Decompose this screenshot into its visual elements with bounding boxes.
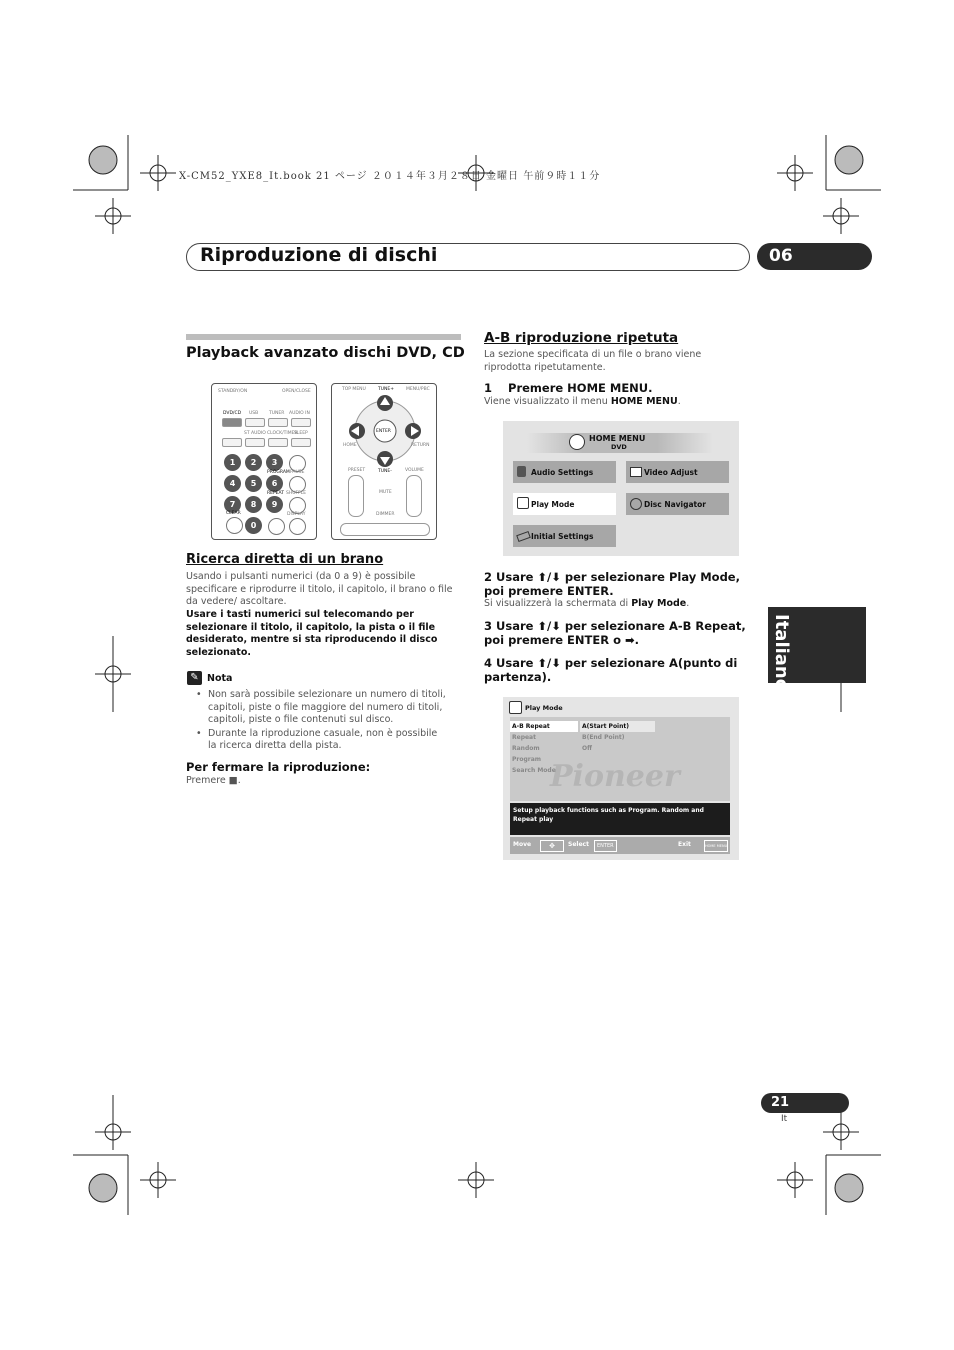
menu-item-video-adjust[interactable] — [626, 461, 729, 483]
remote-label: VOLUME — [405, 468, 424, 473]
number-key: 4 — [224, 475, 241, 492]
chapter-title: Riproduzione di dischi — [200, 244, 438, 266]
remote-label: SHUFFLE — [286, 491, 307, 496]
remote-label: AUDIO IN — [289, 411, 310, 416]
usb-button — [245, 418, 265, 427]
remote-label: PROGRAM — [267, 470, 290, 475]
section-title-right: A-B riproduzione ripetuta — [484, 330, 679, 346]
note-text: Non sarà possibile selezionare un numero di titoli, capitoli, piste o file maggiore del numero di titoli, capitoli, piste o file contenuti sul disco. — [208, 689, 446, 725]
move-icon: ✥ — [540, 840, 564, 852]
remote-label: REPEAT — [267, 491, 285, 496]
remote-label: PRESET — [348, 468, 366, 473]
disc-icon — [569, 434, 585, 450]
remote-button — [268, 438, 288, 447]
step-3: 3 Usare ⬆/⬇ per selezionare A-B Repeat, poi premere ENTER o ➡. — [484, 619, 746, 647]
menu-item-initial-settings[interactable] — [513, 525, 616, 547]
remote-label: OPEN/CLOSE — [282, 389, 311, 394]
clear-button — [226, 517, 243, 534]
remote-button — [291, 438, 311, 447]
language-tab-label: Italiano — [771, 614, 792, 692]
play-mode-panel — [510, 717, 730, 801]
menu-item-audio-settings[interactable] — [513, 461, 616, 483]
home-menu-title: HOME MENU — [589, 434, 646, 443]
home-menu-screen — [503, 421, 739, 556]
subsection-title: Ricerca diretta di un brano — [186, 552, 384, 567]
note-label: Nota — [207, 673, 233, 684]
remote-right-illustration — [331, 383, 437, 540]
play-mode-icon — [517, 497, 529, 509]
number-key: 2 — [245, 454, 262, 471]
step-1: 1 Premere HOME MENU. — [484, 381, 653, 395]
remote-label: SLEEP — [294, 431, 308, 436]
remote-label: HOME — [343, 443, 357, 448]
note-prefix: Si visualizzerà la schermata di — [484, 598, 632, 609]
remote-left-illustration — [211, 383, 317, 540]
number-key: 6 — [266, 475, 283, 492]
remote-button — [245, 438, 265, 447]
number-key: 3 — [266, 454, 283, 471]
remote-label: DVD/CD — [223, 411, 242, 416]
footer-exit: Exit — [678, 841, 691, 848]
section-title-left: Playback avanzato dischi DVD, CD — [186, 345, 465, 361]
remote-label: CLOCK/TIMER — [267, 431, 298, 436]
chapter-number: 06 — [769, 246, 793, 266]
remote-label: RETURN — [411, 443, 430, 448]
remote-label: TOP MENU — [342, 387, 366, 392]
section-rule — [186, 334, 461, 340]
step-2: 2 Usare ⬆/⬇ per selezionare Play Mode, poi premere ENTER. — [484, 570, 740, 598]
audio-in-button — [291, 418, 311, 427]
note-item: • Non sarà possibile selezionare un numero di titoli, capitoli, piste o file maggiore del numero di titoli, capitoli, piste o file contenuti sul disco. • Durante la riproduzione casuale, non è possibile la ricerca diretta della pista. — [196, 689, 446, 751]
instruction-line: desiderato, mentre si sta riproducendo il disco — [186, 634, 438, 645]
menu-item-label: Play Mode — [531, 500, 575, 509]
menu-item-label: Disc Navigator — [644, 500, 706, 509]
note-bold: Play Mode — [631, 598, 687, 609]
page-lang: It — [781, 1114, 788, 1124]
menu-option-program[interactable]: Program — [512, 756, 542, 763]
menu-item-label: Video Adjust — [644, 468, 698, 477]
page-number: 21 — [771, 1095, 790, 1110]
menu-option-ab-repeat[interactable]: A-B Repeat — [512, 723, 550, 730]
remote-button — [222, 438, 242, 447]
footer-select: Select — [568, 841, 589, 848]
remote-label: DIMMER — [376, 512, 395, 517]
enter-key-icon: ENTER — [594, 840, 617, 852]
play-mode-icon — [509, 701, 522, 714]
page-number-badge — [761, 1093, 849, 1113]
help-text: Setup playback functions such as Program. Random and Repeat play — [513, 807, 704, 823]
step-4: 4 Usare ⬆/⬇ per selezionare A(punto di partenza). — [484, 656, 738, 684]
option-off[interactable]: Off — [582, 745, 592, 752]
menu-option-repeat[interactable]: Repeat — [512, 734, 536, 741]
remote-label: TUNE+ — [378, 387, 395, 392]
play-mode-screen — [503, 697, 739, 860]
remote-label: TUNE- — [378, 469, 392, 474]
menu-item-play-mode[interactable] — [513, 493, 616, 515]
note-suffix: . — [677, 396, 681, 407]
menu-option-random[interactable]: Random — [512, 745, 540, 752]
number-key: 0 — [245, 517, 262, 534]
remote-label: DISPLAY — [287, 512, 306, 517]
number-key: 8 — [245, 496, 262, 513]
option-b-end-point[interactable]: B(End Point) — [582, 734, 625, 741]
remote-label: CLEAR — [226, 511, 241, 516]
step-2-note — [484, 598, 689, 611]
note-icon: ✎ — [187, 671, 202, 685]
stop-text: Premere ■. — [186, 775, 241, 786]
menu-option-search-mode[interactable]: Search Mode — [512, 767, 556, 774]
number-key: 9 — [266, 496, 283, 513]
dvd-cd-button — [222, 418, 242, 427]
remote-label: MENU/PBC — [406, 387, 430, 392]
settings-icon — [516, 531, 531, 542]
intro-text: Usando i pulsanti numerici (da 0 a 9) è possibile specificare e riprodurre il titolo, il capitolo, il brano o file da vedere/ ascoltare. — [186, 571, 453, 607]
note-prefix: Viene visualizzato il menu — [484, 396, 611, 407]
remote-label: PAUSE — [290, 470, 305, 475]
remote-round-button — [268, 518, 285, 535]
remote-label: ST AUDIO — [244, 431, 266, 436]
number-key: 5 — [245, 475, 262, 492]
number-key: 7 — [224, 496, 241, 513]
transport-bar — [340, 523, 430, 536]
tuner-button — [268, 418, 288, 427]
footer-move: Move — [513, 841, 532, 848]
step-1-note — [484, 396, 681, 409]
number-key: 1 — [224, 454, 241, 471]
remote-label: TUNER — [269, 411, 285, 416]
home-menu-subtitle: DVD — [611, 443, 627, 451]
menu-item-label: Audio Settings — [531, 468, 594, 477]
remote-label: STANDBY/ON — [218, 389, 248, 394]
home-menu-key-icon: HOME MENU — [704, 840, 728, 852]
preset-rocker — [348, 475, 364, 517]
instruction-line: Usare i tasti numerici sul telecomando per — [186, 609, 414, 620]
menu-item-label: Initial Settings — [531, 532, 594, 541]
chapter-badge — [757, 243, 872, 270]
menu-item-disc-navigator[interactable] — [626, 493, 729, 515]
play-mode-title: Play Mode — [525, 704, 563, 712]
remote-round-button — [289, 518, 306, 535]
instruction-line: selezionato. — [186, 646, 251, 658]
monitor-icon — [630, 467, 642, 477]
instruction-line: selezionare il titolo, il capitolo, la pista o il file — [186, 621, 436, 633]
note-suffix: . — [686, 598, 690, 609]
disc-navigator-icon — [630, 498, 642, 510]
remote-label: USB — [249, 411, 259, 416]
remote-label: MUTE — [379, 490, 392, 495]
speaker-icon — [517, 466, 526, 477]
print-header: X-CM52_YXE8_It.book 21 ページ ２０１４年３月２８日 金曜日 午前９時１１分 — [179, 171, 601, 182]
option-a-start-point[interactable]: A(Start Point) — [582, 723, 629, 730]
watermark-logo: Pioneer — [550, 759, 680, 794]
note-bold: HOME MENU — [610, 396, 678, 407]
ab-intro: La sezione specificata di un file o brano viene riprodotta ripetutamente. — [484, 349, 702, 373]
note-text: Durante la riproduzione casuale, non è possibile la ricerca diretta della pista. — [208, 727, 438, 751]
instruction — [186, 609, 462, 659]
stop-title: Per fermare la riproduzione: — [186, 760, 371, 774]
enter-label: ENTER — [376, 429, 391, 434]
volume-rocker — [406, 475, 422, 517]
